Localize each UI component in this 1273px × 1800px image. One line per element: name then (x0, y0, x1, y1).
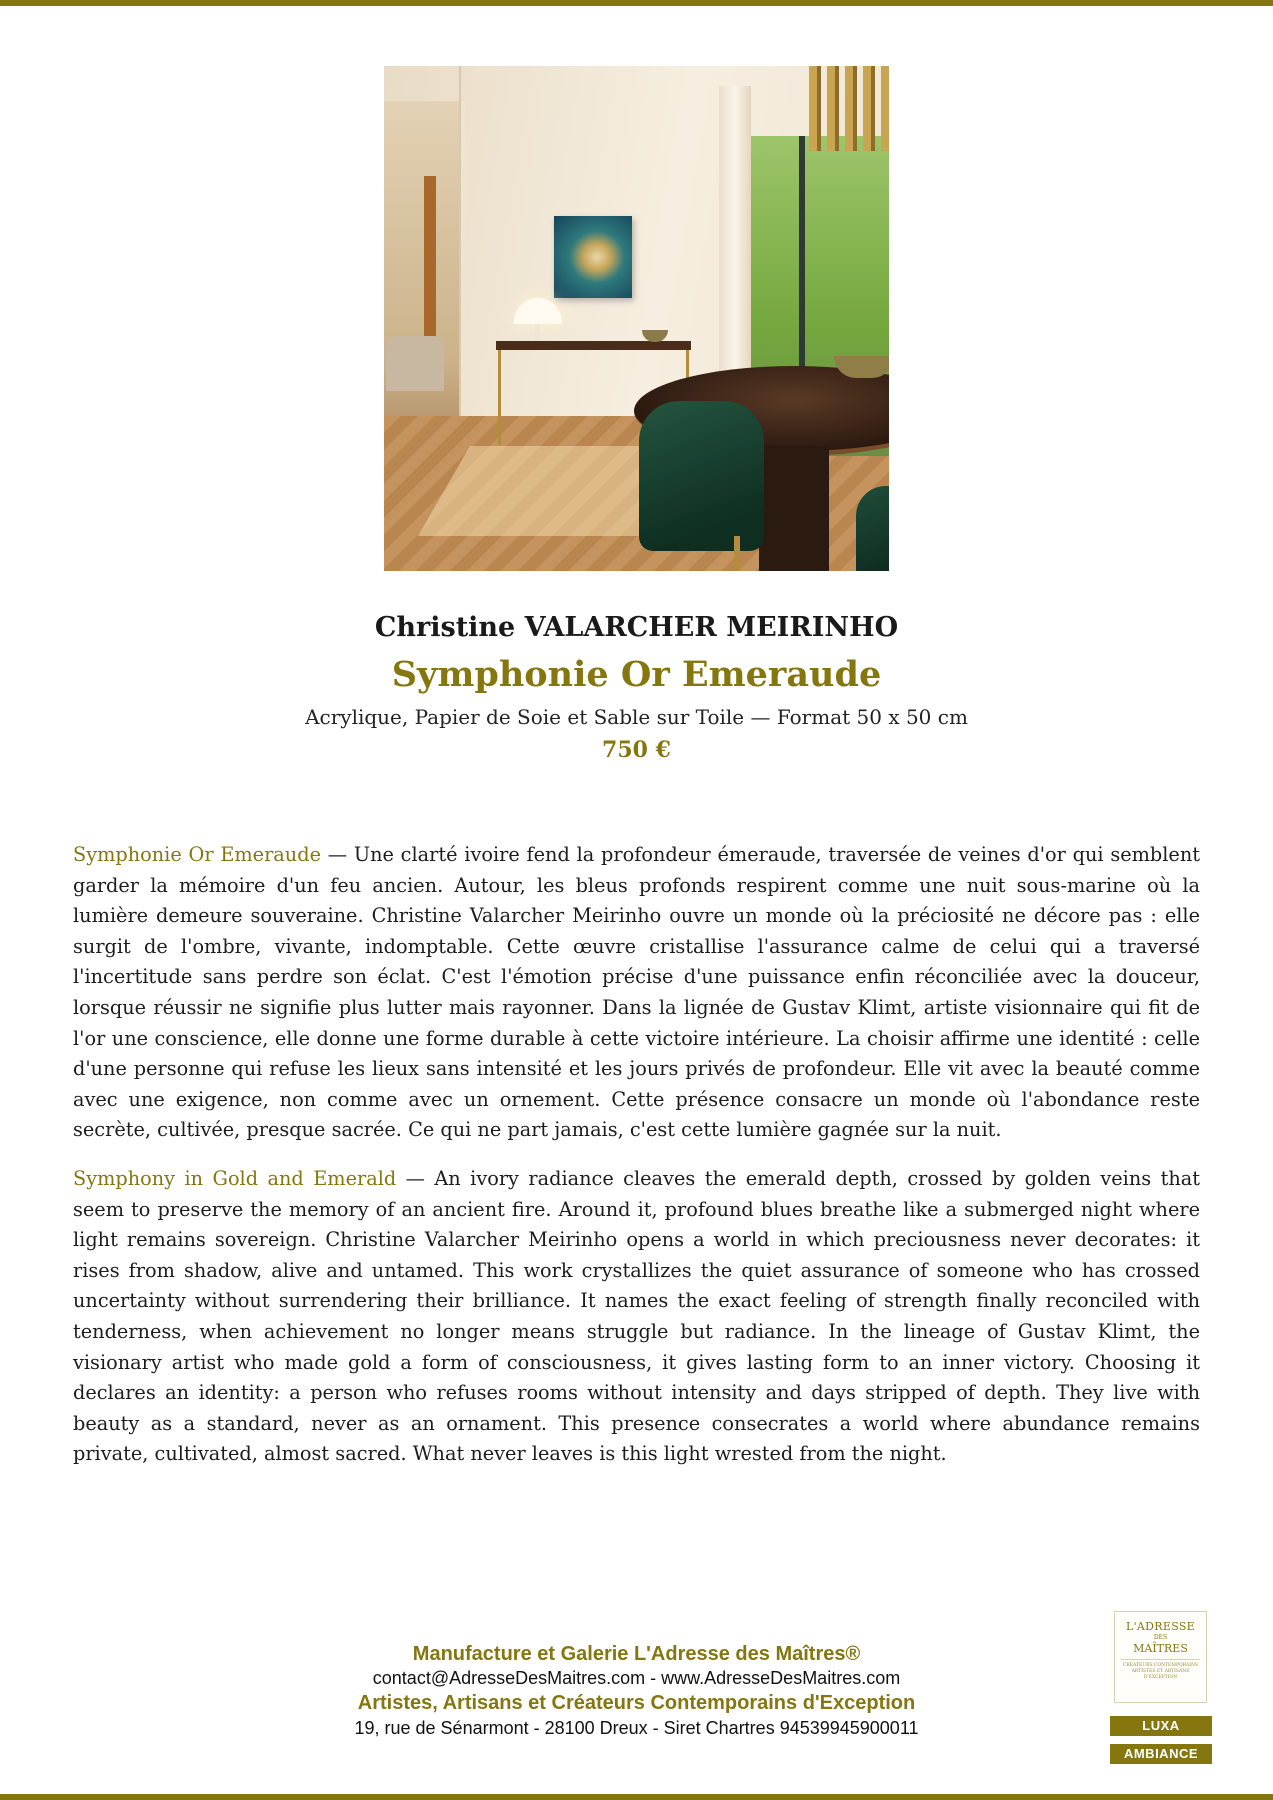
top-gold-rule (0, 0, 1273, 6)
gallery-contact: contact@AdresseDesMaitres.com - www.AdresseDesMaitres.com (372, 1668, 901, 1688)
badge-ambiance: AMBIANCE (1110, 1744, 1212, 1764)
logo-line-2: DES (1153, 1634, 1168, 1641)
description-english-lead: Symphony in Gold and Emerald (73, 1167, 397, 1190)
description-english (73, 1164, 1200, 1470)
description-french-lead: Symphonie Or Emeraude (73, 843, 321, 866)
artwork-painting (554, 216, 632, 298)
artwork-price: 750 € (602, 737, 671, 763)
logo-line-4: CRÉATEURS CONTEMPORAINS ARTISTES ET ARTISANS D'EXCEPTION (1121, 1659, 1200, 1681)
logo-line-3: MAÎTRES (1133, 1642, 1188, 1655)
description-french-text: — Une clarté ivoire fend la profondeur émeraude, traversée de veines d'or qui semblent garder la mémoire d'un feu ancien. Autour, les bleus profonds respirent comme une nuit sous-marine où la lumière demeure souveraine. Christine Valarcher Meirinho ouvre un monde où la préciosité ne décore pas : elle surgit de l'ombre, vivante, indomptable. Cette œuvre cristallise l'assurance calme de celui qui a traversé l'incertitude sans perdre son éclat. C'est l'émotion précise d'une puissance enfin réconciliée avec la douceur, lorsque réussir ne signifie plus lutter mais rayonner. Dans la lignée de Gustav Klimt, artiste visionnaire qui fit de l'or une conscience, elle donne une forme durable à cette victoire intérieure. La choisir affirme une identité : celle d'une personne qui refuse les lieux sans intensité et les jours privés de profondeur. Elle vit avec la beauté comme avec une exigence, non comme avec un ornement. Cette présence consacre un monde où l'abondance reste secrète, cultivée, presque sacrée. Ce qui ne part jamais, c'est cette lumière gagnée sur la nuit. (73, 843, 1201, 1142)
artist-name: Christine VALARCHER MEIRINHO (374, 612, 899, 643)
gallery-tagline: Artistes, Artisans et Créateurs Contemporains d'Exception (357, 1692, 916, 1714)
description-english-text: — An ivory radiance cleaves the emerald depth, crossed by golden veins that seem to preserve the memory of an ancient fire. Around it, profound blues breathe like a submerged night where light remains sovereign. Christine Valarcher Meirinho opens a world in which preciousness never decorates: it rises from shadow, alive and untamed. This work crystallizes the quiet assurance of someone who has crossed uncertainty without surrendering their brilliance. It names the exact feeling of strength finally reconciled with tenderness, when achievement no longer means struggle but radiance. In the lineage of Gustav Klimt, the visionary artist who made gold a form of consciousness, it gives lasting form to an inner victory. Choosing it declares an identity: a person who refuses rooms without intensity and days stripped of depth. They live with beauty as a standard, never as an ornament. This presence consecrates a world where abundance remains private, cultivated, almost sacred. What never leaves is this light wrested from the night. (73, 1167, 1200, 1466)
bottom-gold-rule (0, 1794, 1273, 1800)
artwork-room-photo (384, 66, 889, 571)
logo-line-1: L'ADRESSE (1125, 1620, 1195, 1633)
gallery-name: Manufacture et Galerie L'Adresse des Maîtres® (412, 1643, 861, 1665)
gallery-logo (1114, 1611, 1207, 1703)
artwork-medium: Acrylique, Papier de Soie et Sable sur Toile — Format 50 x 50 cm (305, 705, 968, 729)
artwork-title: Symphonie Or Emeraude (391, 654, 882, 695)
badge-luxa: LUXA (1110, 1716, 1212, 1736)
gallery-address: 19, rue de Sénarmont - 28100 Dreux - Siret Chartres 94539945900011 (354, 1718, 919, 1738)
description-french (73, 840, 1200, 1146)
